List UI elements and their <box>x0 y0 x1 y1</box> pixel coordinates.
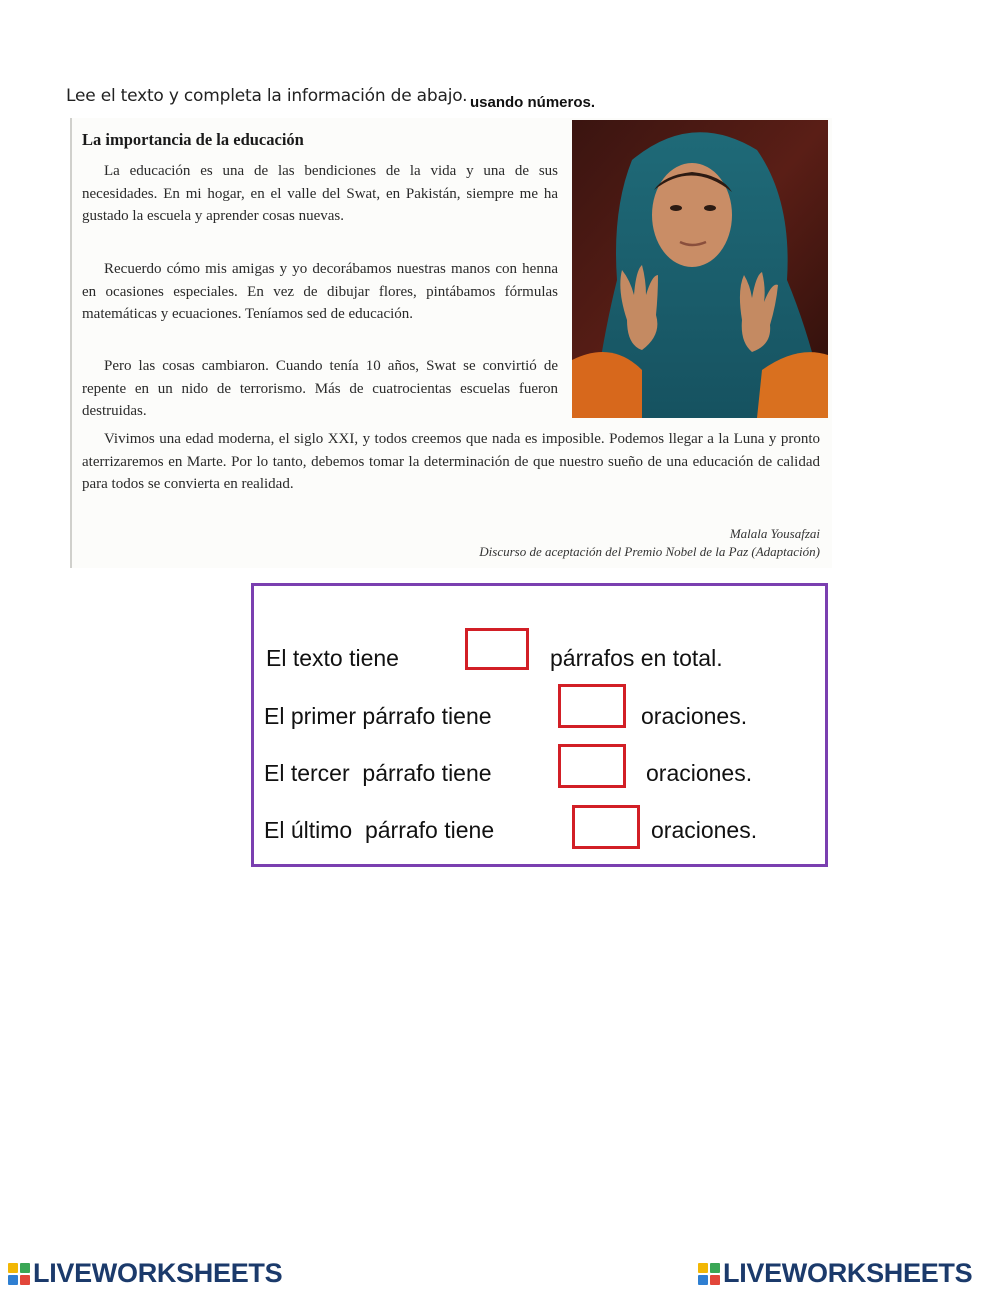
question-1-suffix: párrafos en total. <box>550 645 723 671</box>
footer-logo-left <box>8 1258 282 1289</box>
question-2-suffix: oraciones. <box>641 703 748 729</box>
question-4-answer-field[interactable] <box>572 805 640 849</box>
instruction-text: Lee el texto y completa la información de abajo. <box>66 86 468 106</box>
article-author: Malala Yousafzai <box>729 526 820 541</box>
article-title: La importancia de la educación <box>82 130 304 149</box>
liveworksheets-logo-icon <box>8 1263 30 1285</box>
liveworksheets-logo-icon <box>698 1263 720 1285</box>
article-paragraph-2: Recuerdo cómo mis amigas y yo decorábamos nuestras manos con henna en ocasiones especiales. En vez de dibujar flores, pintábamos fórmulas matemáticas y ecuaciones. Teníamos sed de educación. <box>82 261 558 322</box>
question-2-label: El primer párrafo tiene <box>264 703 492 729</box>
question-4-label: El último párrafo tiene <box>264 817 495 843</box>
article-paragraph-3: Pero las cosas cambiaron. Cuando tenía 10 años, Swat se convirtió de repente en un nido de terrorismo. Más de cuatrocientas escuelas fueron destruidas. <box>82 358 558 419</box>
footer-logo-left-text: LIVEWORKSHEETS <box>33 1258 283 1288</box>
footer-logo-right-text: LIVEWORKSHEETS <box>723 1258 973 1288</box>
article-paragraph-4: Vivimos una edad moderna, el siglo XXI, y todos creemos que nada es imposible. Podemos llegar a la Luna y pronto aterrizaremos en Marte. Por lo tanto, debemos tomar la determinación de que nuestro sueño de una educación de calidad para todos se convierta en realidad. <box>82 431 820 492</box>
question-2-answer-field[interactable] <box>558 684 626 728</box>
author-photo <box>572 120 828 418</box>
instruction-extra: usando números. <box>470 94 596 111</box>
question-1-answer-field[interactable] <box>465 628 529 670</box>
question-3-label: El tercer párrafo tiene <box>264 760 492 786</box>
question-1-label: El texto tiene <box>266 645 399 671</box>
article-paragraph-1: La educación es una de las bendiciones de la vida y una de sus necesidades. En mi hogar, en el valle del Swat, en Pakistán, siempre me ha gustado la escuela y aprender cosas nuevas. <box>82 163 558 224</box>
article-source: Discurso de aceptación del Premio Nobel de la Paz (Adaptación) <box>479 544 820 559</box>
question-3-suffix: oraciones. <box>646 760 753 786</box>
question-4-suffix: oraciones. <box>651 817 758 843</box>
question-3-answer-field[interactable] <box>558 744 626 788</box>
footer-logo-right <box>698 1258 972 1289</box>
article-scan <box>70 118 832 568</box>
